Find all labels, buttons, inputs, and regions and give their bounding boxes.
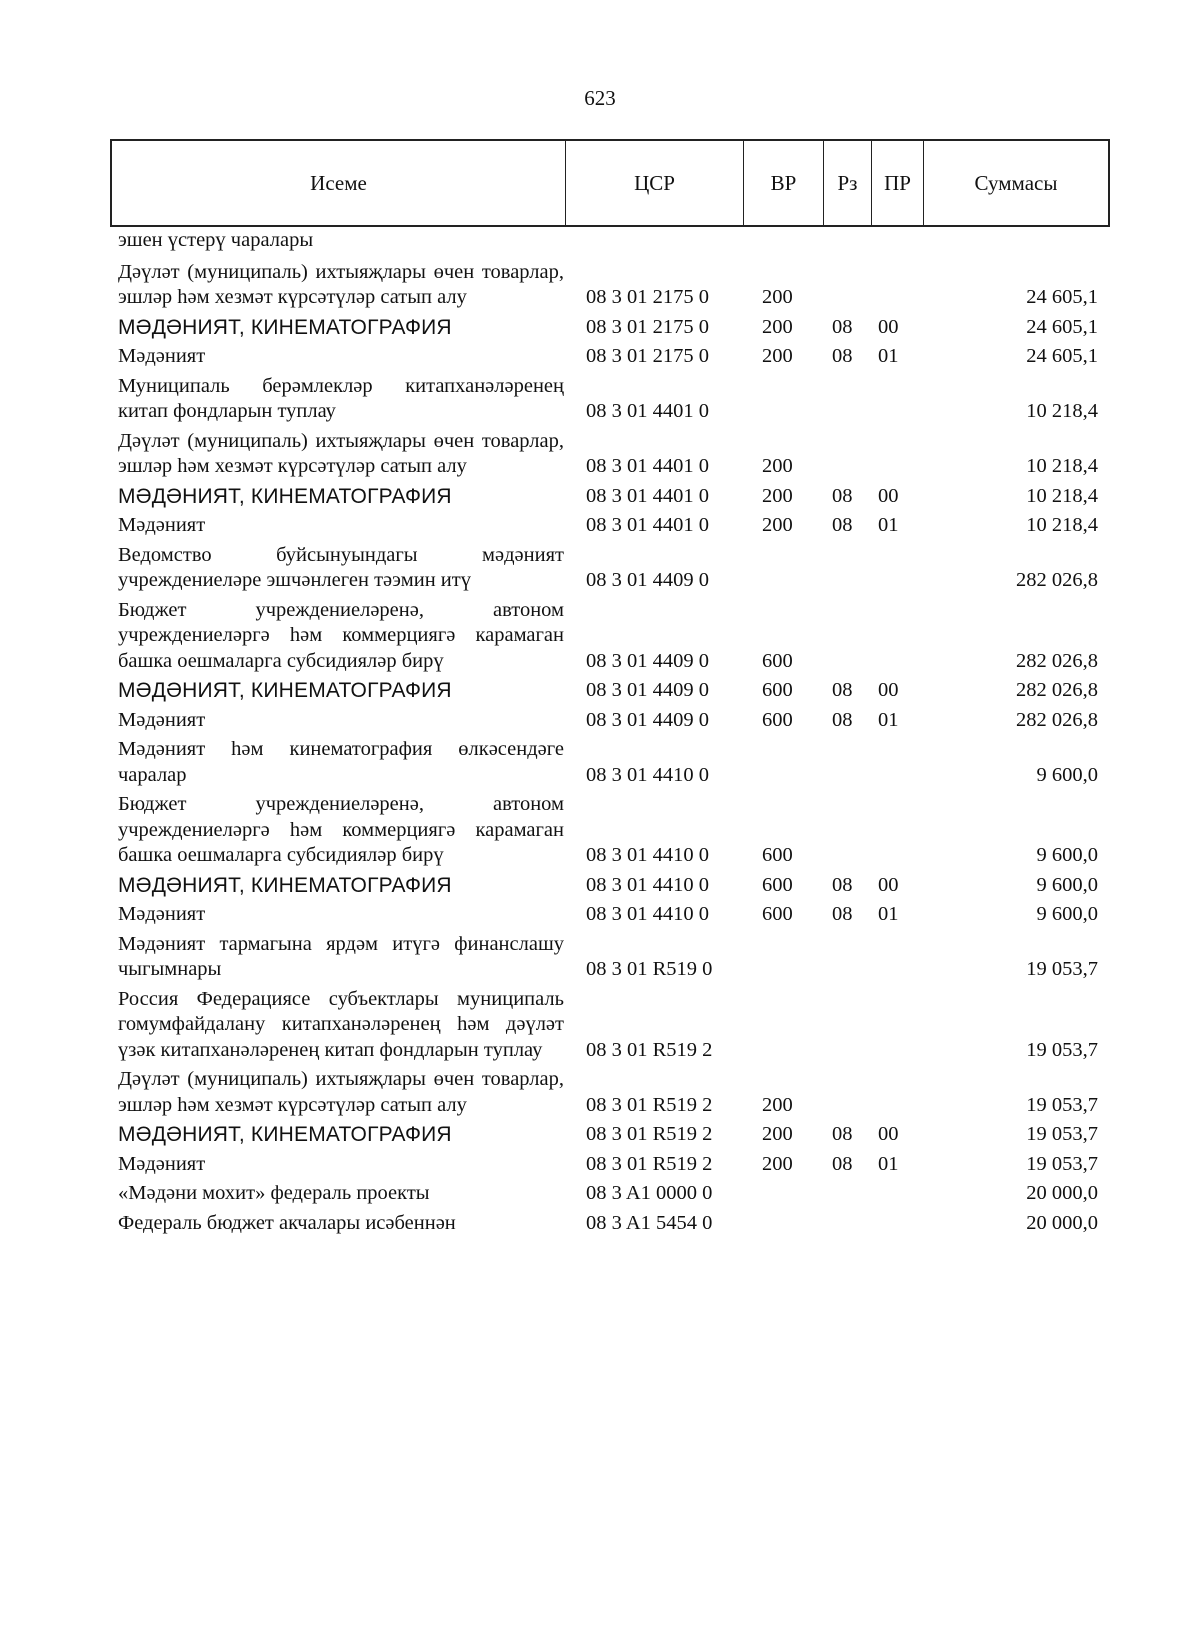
row-sum: 19 053,7 [1026,1093,1098,1116]
table-row [110,987,1110,1064]
table-row [110,315,1110,341]
table-row [110,228,1110,254]
row-rz: 08 [832,1123,853,1145]
row-csr: 08 3 01 4401 0 [586,484,709,507]
row-sum: 10 218,4 [1026,484,1098,507]
row-sum: 19 053,7 [1026,1152,1098,1175]
row-vr: 600 [762,873,793,896]
row-vr: 200 [762,455,793,477]
row-vr: 200 [762,315,793,338]
row-csr: 08 3 01 4409 0 [586,569,709,591]
row-csr: 08 3 01 4410 0 [586,763,709,786]
page-number: 623 [584,86,616,110]
table-row [110,932,1110,983]
row-rz: 08 [832,873,853,896]
row-name: Бюджет учреждениеләренә, автоном учреждениеләргә һәм коммерциягә карамаган башка оешмаларга субсидияләр бирү [118,793,564,866]
row-pr: 01 [878,514,899,536]
row-sum: 9 600,0 [1036,763,1098,786]
row-csr: 08 3 01 4401 0 [586,514,709,536]
row-pr: 00 [878,484,899,507]
table-row [110,543,1110,594]
row-name: Россия Федерациясе субъектлары муниципаль гомумфайдалану китапханәләренең һәм дәүләт үзәк китапханәләренең китап фондларын туплау [118,987,564,1061]
table-row [110,873,1110,899]
table-row [110,1211,1110,1237]
row-name: Мәдәният [118,514,206,536]
row-vr: 200 [762,286,793,308]
row-sum: 282 026,8 [1016,708,1098,731]
row-vr: 200 [762,514,793,536]
row-vr: 600 [762,649,793,672]
row-sum: 10 218,4 [1026,455,1098,477]
row-name: МӘДӘНИЯТ, КИНЕМАТОГРАФИЯ [118,873,452,897]
table-row [110,1067,1110,1118]
row-csr: 08 3 01 R519 0 [586,958,713,980]
row-pr: 00 [878,873,899,896]
header-sum: Суммасы [974,170,1058,195]
row-sum: 24 605,1 [1026,286,1098,308]
header-name: Исеме [112,141,566,225]
row-csr: 08 3 01 4410 0 [586,844,709,866]
row-csr: 08 3 01 4401 0 [586,400,709,422]
row-sum: 10 218,4 [1026,400,1098,422]
table-row [110,374,1110,425]
table-row [110,429,1110,480]
header-csr: ЦСР [566,141,744,225]
row-csr: 08 3 01 4409 0 [586,679,709,701]
row-name: МӘДӘНИЯТ, КИНЕМАТОГРАФИЯ [118,315,452,339]
row-sum: 20 000,0 [1026,1211,1098,1234]
table-row [110,598,1110,675]
row-vr: 600 [762,903,793,925]
row-rz: 08 [832,514,853,536]
row-csr: 08 3 A1 5454 0 [586,1211,713,1234]
row-csr: 08 3 01 4401 0 [586,455,709,477]
table-row [110,737,1110,788]
row-name: Дәүләт (муниципаль) ихтыяҗлары өчен товарлар, эшләр һәм хезмәт күрсәтүләр сатып алу [118,429,564,477]
table-row [110,484,1110,510]
row-rz: 08 [832,903,853,925]
row-name: Мәдәният тармагына ярдәм итүгә финанслашу чыгымнары [118,932,564,980]
row-sum: 282 026,8 [1016,649,1098,672]
row-vr: 600 [762,708,793,731]
row-csr: 08 3 01 4410 0 [586,903,709,925]
row-name: эшен үстерү чаралары [118,229,314,251]
table-row [110,678,1110,704]
row-name: МӘДӘНИЯТ, КИНЕМАТОГРАФИЯ [118,1123,452,1146]
row-rz: 08 [832,315,853,338]
row-sum: 9 600,0 [1036,873,1098,896]
row-rz: 08 [832,345,853,367]
row-csr: 08 3 01 R519 2 [586,1123,713,1145]
header-vr: ВР [744,141,824,225]
row-name: Дәүләт (муниципаль) ихтыяҗлары өчен товарлар, эшләр һәм хезмәт күрсәтүләр сатып алу [118,1068,564,1116]
row-sum: 19 053,7 [1026,1038,1098,1061]
row-sum: 24 605,1 [1026,315,1098,338]
row-vr: 200 [762,1093,793,1116]
row-vr: 600 [762,679,793,701]
row-sum: 19 053,7 [1026,1123,1098,1145]
row-csr: 08 3 A1 0000 0 [586,1182,713,1204]
table-row [110,513,1110,539]
row-name: МӘДӘНИЯТ, КИНЕМАТОГРАФИЯ [118,484,452,508]
row-pr: 01 [878,903,899,925]
row-pr: 01 [878,708,899,731]
row-name: Мәдәният [118,708,206,731]
row-vr: 600 [762,844,793,866]
table-row [110,260,1110,311]
row-sum: 9 600,0 [1036,903,1098,925]
row-name: «Мәдәни мохит» федераль проекты [118,1182,430,1204]
row-sum: 20 000,0 [1026,1182,1098,1204]
row-name: Федераль бюджет акчалары исәбеннән [118,1211,456,1234]
row-name: МӘДӘНИЯТ, КИНЕМАТОГРАФИЯ [118,679,452,702]
header-pr: ПР [872,141,924,225]
table-row [110,902,1110,928]
table-row [110,1152,1110,1178]
row-csr: 08 3 01 4409 0 [586,649,709,672]
row-sum: 10 218,4 [1026,514,1098,536]
row-vr: 200 [762,1123,793,1145]
row-csr: 08 3 01 4409 0 [586,708,709,731]
table-row [110,708,1110,734]
row-sum: 9 600,0 [1036,844,1098,866]
row-name: Мәдәният һәм кинематография өлкәсендәге чаралар [118,738,564,786]
row-name: Мәдәният [118,345,206,367]
table-body [110,228,1110,1240]
row-csr: 08 3 01 R519 2 [586,1038,713,1061]
table-row [110,1181,1110,1207]
row-vr: 200 [762,484,793,507]
row-rz: 08 [832,708,853,731]
row-csr: 08 3 01 R519 2 [586,1093,713,1116]
table-row [110,344,1110,370]
row-vr: 200 [762,1152,793,1175]
table-header [110,139,1110,227]
row-csr: 08 3 01 2175 0 [586,286,709,308]
row-pr: 01 [878,1152,899,1175]
table-row [110,1122,1110,1148]
row-rz: 08 [832,484,853,507]
row-name: Ведомство буйсынуындагы мәдәният учреждениеләре эшчәнлеген тәэмин итү [118,543,564,591]
row-pr: 00 [878,679,899,701]
row-sum: 282 026,8 [1016,569,1098,591]
table-row [110,792,1110,869]
row-sum: 282 026,8 [1016,679,1098,701]
row-name: Мәдәният [118,903,206,925]
row-name: Муниципаль берәмлекләр китапханәләренең китап фондларын туплау [118,374,564,422]
row-pr: 01 [878,345,899,367]
row-csr: 08 3 01 R519 2 [586,1152,713,1175]
row-pr: 00 [878,315,899,338]
row-name: Бюджет учреждениеләренә, автоном учреждениеләргә һәм коммерциягә карамаган башка оешмаларга субсидияләр бирү [118,598,564,672]
row-csr: 08 3 01 4410 0 [586,873,709,896]
row-pr: 00 [878,1123,899,1145]
row-sum: 19 053,7 [1026,958,1098,980]
row-csr: 08 3 01 2175 0 [586,315,709,338]
row-csr: 08 3 01 2175 0 [586,345,709,367]
header-rz: Рз [824,141,872,225]
row-name: Дәүләт (муниципаль) ихтыяҗлары өчен товарлар, эшләр һәм хезмәт күрсәтүләр сатып алу [118,260,564,308]
row-sum: 24 605,1 [1026,345,1098,367]
row-rz: 08 [832,1152,853,1175]
row-rz: 08 [832,679,853,701]
row-vr: 200 [762,345,793,367]
row-name: Мәдәният [118,1152,206,1175]
